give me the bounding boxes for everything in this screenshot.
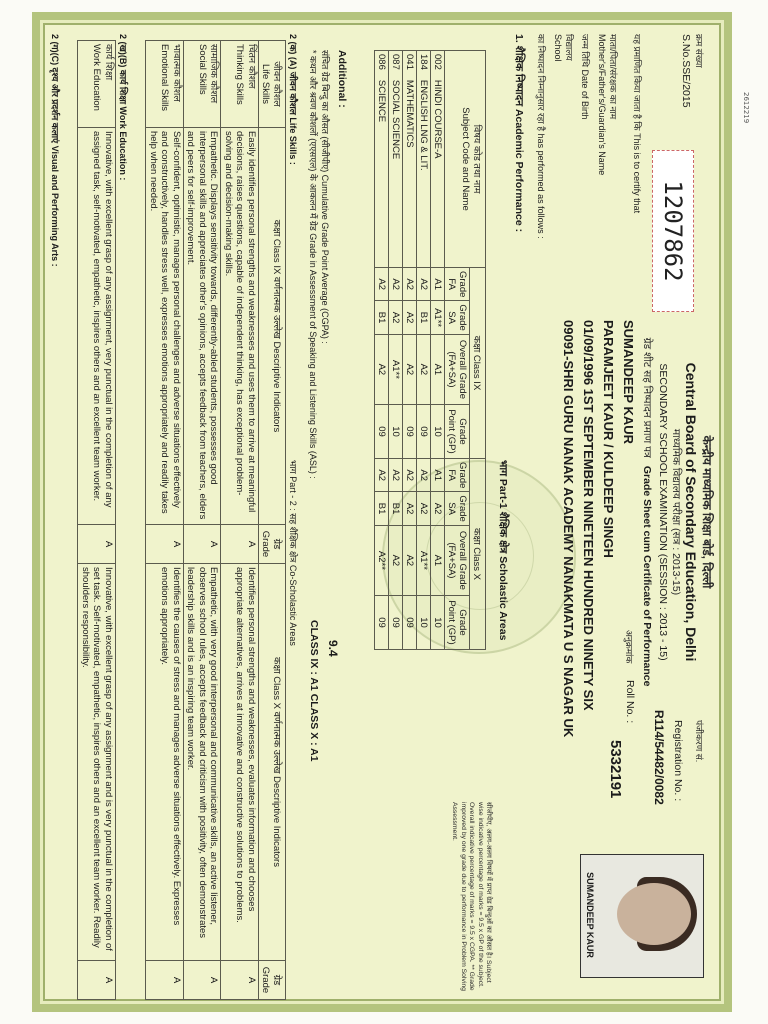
grade-cell: A2 (417, 268, 431, 301)
col-ix-fa: FA (446, 278, 457, 291)
subject-name: SCIENCE (376, 79, 387, 123)
serial-label: S.No.SSE/2015 (680, 34, 692, 108)
descriptor-x: Identifies the causes of stress and manages adverse situations effectively. Expresses emotions appropriately. (146, 564, 184, 961)
roll-number: 5332191 (607, 740, 624, 799)
life-skill-name-cell (184, 41, 222, 128)
subject-name: SOCIAL SCIENCE (390, 79, 401, 160)
work-education-hindi: कार्य शिक्षा (103, 44, 114, 81)
col-life-skill: Life Skills (260, 63, 271, 105)
serial-label-hindi: क्रम संख्या (694, 34, 704, 68)
grade-ix: A (184, 525, 222, 564)
col-subject-hindi: विषय कोड तथा नाम (471, 124, 482, 194)
work-education-table (78, 40, 117, 1000)
life-skill-name-cell (146, 41, 184, 128)
col-x-fa: FA (446, 469, 457, 481)
subject-cell (389, 51, 403, 268)
descriptor-ix: Empathetic. Displays sensitivity towards, differently-abled students, possesses good interpersonal skills and appreciates other's opinions, accepts feedback from teachers, elders and peers for self-improvement. (184, 128, 222, 525)
col-class-x: कक्षा Class X (470, 458, 486, 649)
subject-cell (375, 51, 389, 268)
work-education-name: Work Education (91, 44, 103, 111)
cert-title-hindi: ग्रेड शीट सह निष्पादन प्रमाण पत्र (641, 337, 653, 458)
board-name: Central Board of Secondary Education, Delhi (683, 362, 699, 662)
col-grade-x: ग्रेड Grade (259, 961, 286, 1000)
grade-cell: A2 (417, 492, 431, 525)
grade-x: A (146, 961, 184, 1000)
life-skill-name: Social Skills (197, 44, 208, 95)
table-row (221, 41, 259, 1000)
subject-name: HINDI COURSE-A (432, 79, 443, 159)
grade-cell: B1 (389, 492, 403, 525)
registration-label-hindi: पंजीकरण सं. (694, 720, 704, 763)
registration-label: Registration No. : (672, 720, 684, 802)
academic-rows (375, 51, 445, 650)
work-education-ix: Innovative, with excellent grasp of any assignment, very punctual in the completion of any assigned task, self-motivated, empathetic, inspires others and an excellent team worker. (78, 128, 116, 525)
school-label-hindi: विद्यालय (564, 34, 574, 61)
grade-cell: A2 (403, 334, 417, 404)
grade-ix: A (221, 525, 259, 564)
grade-cell: A1 (431, 334, 445, 404)
grade-cell: A2 (389, 458, 403, 491)
descriptor-x: Identifies personal strengths and weaknesses, evaluates information and chooses appropriate alternatives, arrives at innovative and constructive solutions to problems. (221, 564, 259, 961)
col-ix-gp: Grade Point (GP) (445, 405, 470, 459)
cgpa-value: 9.4 (326, 640, 340, 657)
col-x-gp: Grade Point (GP) (445, 596, 470, 650)
scan-id: 2612219 (742, 92, 750, 124)
grade-cell: 09 (417, 405, 431, 459)
certify-label: This is to certify that (632, 133, 642, 214)
subject-cell (403, 51, 417, 268)
table-row (417, 51, 431, 650)
grade-cell: A2 (375, 268, 389, 301)
serial-number: 1207862 (652, 150, 694, 312)
roll-label: Roll No. : (624, 680, 636, 724)
grade-cell: 10 (389, 405, 403, 459)
grade-cell: A2 (403, 268, 417, 301)
grade-cell: A1** (431, 301, 445, 334)
photo-caption: SUMANDEEP KAUR (585, 872, 595, 958)
life-skill-name-cell (221, 41, 259, 128)
asl-value: CLASS IX : A1 CLASS X : A1 (308, 620, 320, 762)
col-desc-x: कक्षा Class X वर्णनात्मक उल्लेख Descriptive Indicators (259, 564, 286, 961)
grade-cell: A2 (417, 458, 431, 491)
asl-label: * कथन और श्रवण कौशलों (एएसएल) के आकलन में ग्रेड Grade in Assessment of Speaking and Listening Skills (ASL) : (308, 50, 318, 479)
grade-cell: 10 (431, 596, 445, 650)
grade-sheet-certificate (32, 12, 732, 1012)
table-row (184, 41, 222, 1000)
grade-cell: A2 (417, 334, 431, 404)
grade-cell: 09 (375, 596, 389, 650)
subject-code: 002 (432, 54, 443, 70)
grade-cell: A2 (389, 301, 403, 334)
performed-label-hindi: का निष्पादन निम्नानुसार रहा है (536, 34, 546, 132)
grade-cell: A1** (417, 525, 431, 595)
life-skill-hindi: चिंतन कौशल (246, 44, 257, 89)
work-education-x-grade: A (78, 961, 116, 1000)
date-of-birth: 01/09/1996 1ST SEPTEMBER NINETEEN HUNDRED NINETY SIX (581, 320, 596, 711)
school-label: School (553, 34, 563, 62)
parents-name: PARAMJEET KAUR / KULDEEP SINGH (601, 320, 616, 558)
grade-cell: 10 (431, 405, 445, 459)
subject-code: 184 (418, 54, 429, 70)
col-life-skill-hindi: जीवन कौशल (271, 61, 282, 107)
col-ix-overall: Overall Grade (FA+SA) (445, 334, 470, 404)
grade-cell: A2 (403, 301, 417, 334)
descriptor-ix: Easily identifies personal strengths and weaknesses and uses them to arrive at meaningful decisions, raises questions, capable of independent thinking, has exceptional problem-solving and decision-making skills. (221, 128, 259, 525)
subject-code: 086 (376, 54, 387, 70)
subject-cell (417, 51, 431, 268)
table-row (78, 41, 116, 1000)
part1-subtitle: भाग Part-1 शैक्षिक क्षेत्र Scholastic Areas (497, 460, 509, 641)
grade-cell: 09 (375, 405, 389, 459)
grade-cell: A2** (375, 525, 389, 595)
grading-note: सीजीपीए, अलग-अलग विषयों में प्राप्त ग्रेड बिन्दुओं का औसत है। Subject wise indicative percentage of marks = 9.5 x GP of the subject. Overall indicative percentage of marks = 9.5 x CGPA. ** Grade improved by one grade due to performance in Problem Solving Assessment. (451, 802, 492, 991)
table-row (375, 51, 389, 650)
dob-label: Date of Birth (580, 69, 590, 120)
cert-title: Grade Sheet cum Certificate of Performance (641, 465, 653, 687)
table-row (146, 41, 184, 1000)
grade-cell: A2 (389, 525, 403, 595)
col-x-sa: SA (446, 502, 457, 515)
descriptor-x: Empathetic, with very good interpersonal and communicative skills, an active listener, observes school rules, accepts feedback and criticism with positivity, often demonstrates leadership skills and is an inspiring team worker. (184, 564, 222, 961)
grade-ix: A (146, 525, 184, 564)
subject-name: MATHEMATICS (404, 79, 415, 148)
life-skills-table (146, 40, 287, 1000)
col-grade-ix: ग्रेड Grade (259, 525, 286, 564)
grade-cell: 09 (403, 596, 417, 650)
grade-cell: A2 (389, 268, 403, 301)
exam-name: SECONDARY SCHOOL EXAMINATION (SESSION : 2013 - 15) (657, 363, 669, 661)
grade-cell: B1 (375, 492, 389, 525)
subject-name: ENGLISH LNG & LIT. (418, 79, 429, 171)
grade-cell: A2 (431, 492, 445, 525)
table-row (431, 51, 445, 650)
performed-label: has performed as follows : (536, 133, 546, 239)
exam-name-hindi: माध्यमिक विद्यालय परीक्षा (सत्र : 2013-15) (670, 428, 682, 596)
certify-label-hindi: यह प्रमाणित किया जाता है कि (632, 34, 642, 131)
grade-cell: B1 (417, 301, 431, 334)
part2-subtitle: भाग Part - 2 : सह शैक्षिक क्षेत्र Co-Scholastic Areas (288, 460, 298, 646)
student-photo (580, 854, 704, 978)
grade-cell: A2 (375, 458, 389, 491)
col-ix-sa: SA (446, 311, 457, 324)
subject-cell (431, 51, 445, 268)
board-name-hindi: केन्द्रीय माध्यमिक शिक्षा बोर्ड, दिल्ली (700, 435, 714, 589)
additional-label: Additional : (336, 50, 348, 108)
grade-cell: 10 (417, 596, 431, 650)
grade-cell: A1** (389, 334, 403, 404)
grade-cell: A2 (375, 334, 389, 404)
col-x-overall: Overall Grade (FA+SA) (445, 525, 470, 595)
life-skill-rows (146, 41, 259, 1000)
subject-code: 087 (390, 54, 401, 70)
col-desc-ix: कक्षा Class IX वर्णनात्मक उल्लेख Descriptive Indicators (259, 128, 286, 525)
life-skill-hindi: भावात्मक कौशल (171, 44, 182, 102)
table-row (389, 51, 403, 650)
col-subject: Subject Code and Name (460, 107, 471, 211)
grade-cell: A2 (403, 492, 417, 525)
visual-arts-title: 2 (ग)(C) दृश्य और प्रदर्शन कलाएं Visual and Performing Arts : (50, 34, 60, 267)
academic-table: विषय कोड तथा नाम Subject Code and Name कक्षा Class IX कक्षा Class X Grade FA Grade SA Overall Grade (FA+SA) Grade Point (GP) Grade FA Grade SA Overall Grade (FA+SA) Grade Point (GP) 002HINDI COURSE-A A1 A1** A1 10 A1 A2 A1 10 184ENGLISH LNG & LIT. A2 B1 A2 09 A2 A2 A1** 10 041MATHEMATICS A2 A2 A2 09 A2 A2 A2 09 087SOCIAL SCIENCE A2 A2 A1** 10 A2 B1 A2 09 086SCIENCE A2 B1 A2 09 A2 B1 A2** 09 (374, 50, 486, 650)
life-skill-name: Emotional Skills (159, 44, 171, 112)
grade-cell: B1 (375, 301, 389, 334)
work-education-ix-grade: A (78, 525, 116, 564)
registration-number: R114/54482/0082 (652, 710, 666, 805)
grade-cell: 09 (403, 405, 417, 459)
cgpa-label: संचित ग्रेड बिन्दु का औसत (सीजीपीए) Cumulative Grade Point Average (CGPA) : (320, 50, 330, 344)
student-name: SUMANDEEP KAUR (621, 320, 636, 444)
grade-cell: A2 (403, 458, 417, 491)
grade-cell: A1 (431, 268, 445, 301)
dob-label-hindi: जन्म तिथि (580, 34, 590, 67)
work-education-title: 2 (ख)(B) कार्य शिक्षा Work Education : (118, 34, 128, 181)
life-skill-name: Thinking Skills (234, 44, 246, 105)
roll-label-hindi: अनुक्रमांक (624, 630, 634, 664)
table-row (403, 51, 417, 650)
parent-label-hindi: माता/पिता/संरक्षक का नाम (608, 34, 618, 120)
work-education-x: Innovative, with excellent grasp of any assignment and is very punctual in the completion of set task. Self-motivated, empathetic, inspires others and an excellent team worker. Readily shoulders responsibility. (78, 564, 116, 961)
subject-code: 041 (404, 54, 415, 70)
grade-x: A (221, 961, 259, 1000)
school-name: 09091-SHRI GURU NANAK ACADEMY NANAKMATA U S NAGAR UK (561, 320, 576, 738)
grade-cell: 09 (389, 596, 403, 650)
grade-cell: A2 (403, 525, 417, 595)
descriptor-ix: Self-confident, optimistic, manages personal challenges and adverse situations effectively and constructively, handles stress well, expresses emotions appropriately and readily takes help when needed. (146, 128, 184, 525)
grade-cell: A1 (431, 458, 445, 491)
life-skill-hindi: सामाजिक कौशल (208, 44, 220, 104)
col-class-ix: कक्षा Class IX (470, 268, 486, 459)
life-skills-title: 2 (क) (A) जीवन कौशल Life Skills : (288, 34, 298, 165)
grade-cell: A1 (431, 525, 445, 595)
parent-label: Mother's/Father's/Guardian's Name (597, 34, 607, 176)
grade-x: A (184, 961, 222, 1000)
part1-title: 1. शैक्षिक निष्पादन Academic Performance : (513, 34, 525, 233)
